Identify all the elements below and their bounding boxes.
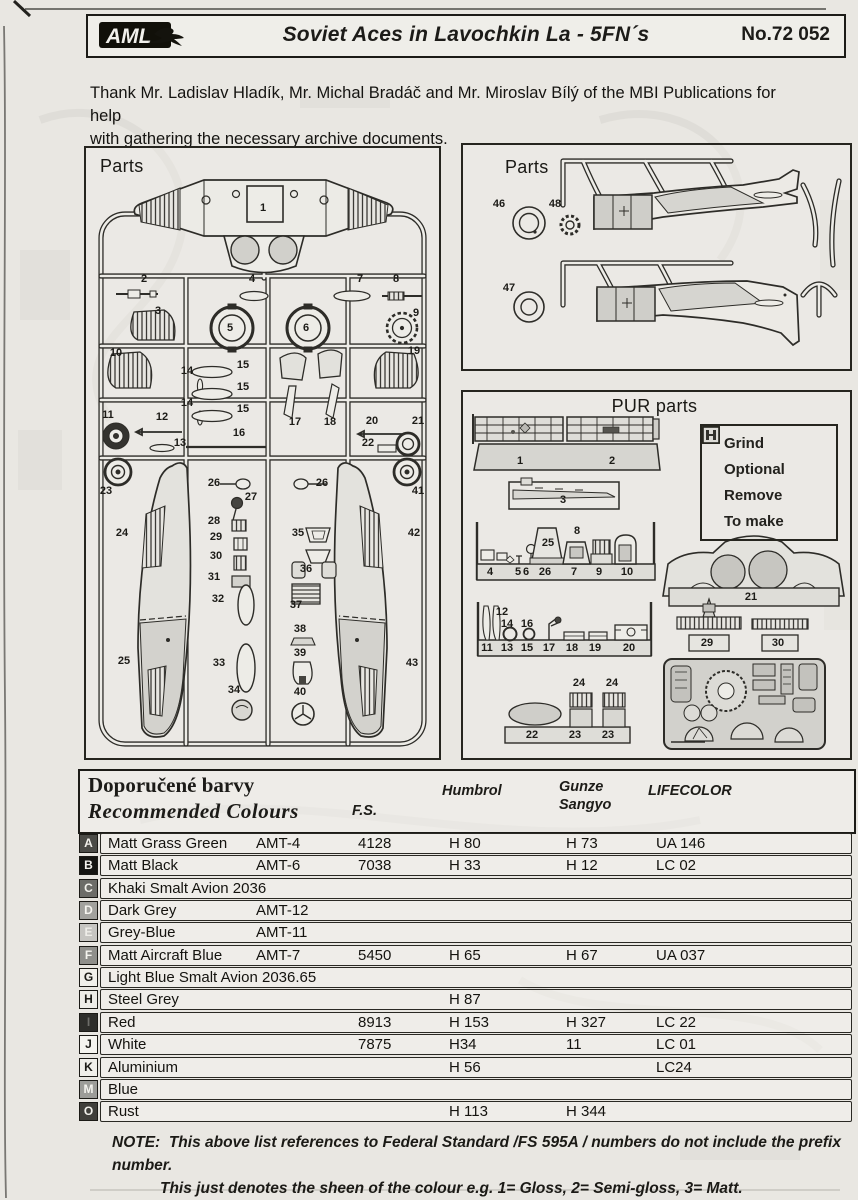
cell-humbrol: H 113 — [449, 1103, 488, 1121]
fuselage-parts-title: Parts — [505, 157, 549, 177]
color-swatch-G: G — [79, 968, 98, 987]
part-label-12: 12 — [155, 411, 169, 423]
color-swatch-E: E — [79, 923, 98, 942]
sprue-a-labels — [84, 146, 437, 756]
color-row-G — [78, 967, 852, 988]
color-row-C — [78, 878, 852, 899]
cell-name: Red — [108, 1013, 136, 1031]
part-label-11: 11 — [102, 409, 114, 421]
cell-amt: AMT-7 — [256, 946, 301, 964]
legend-label: Remove — [724, 487, 783, 505]
cell-amt: AMT-4 — [256, 835, 301, 852]
part-label-25: 25 — [541, 537, 555, 549]
column-header-humbrol: Humbrol — [442, 783, 502, 799]
part-label-20: 20 — [365, 415, 379, 427]
cell-humbrol: H 65 — [449, 946, 481, 964]
part-label-8: 8 — [392, 273, 400, 285]
color-row-box — [100, 878, 852, 899]
part-label-3: 3 — [154, 305, 162, 317]
part-label-13: 13 — [173, 437, 187, 449]
part-label-15: 15 — [520, 642, 534, 654]
cell-lifecolor: LC 01 — [656, 1036, 697, 1054]
cell-amt: AMT-6 — [256, 857, 301, 875]
part-label-21: 21 — [411, 415, 425, 427]
pur-labels — [461, 390, 848, 756]
cell-amt: AMT-11 — [256, 924, 308, 942]
part-label-39: 39 — [293, 647, 307, 659]
color-row-E — [78, 922, 852, 943]
part-label-15: 15 — [236, 403, 250, 415]
color-row-box — [100, 922, 852, 943]
column-header-gunze: Gunze — [559, 779, 604, 795]
color-swatch-C: C — [79, 879, 98, 898]
cell-gunze: H 344 — [566, 1103, 607, 1121]
part-label-16: 16 — [232, 427, 246, 439]
part-label-17: 17 — [542, 642, 556, 654]
part-label-6: 6 — [522, 566, 530, 578]
part-label-23: 23 — [99, 485, 113, 497]
note-label: NOTE: — [112, 1134, 161, 1151]
acknowledgement-line1: Thank Mr. Ladislav Hladík, Mr. Michal Bradáč and Mr. Miroslav Bílý of the MBI Publications for help — [90, 84, 776, 125]
aml-logo-text: AML — [106, 25, 152, 48]
column-header-fs: F.S. — [352, 803, 377, 819]
color-table-header — [78, 769, 856, 834]
page-title: Soviet Aces in Lavochkin La - 5FN´s — [282, 23, 650, 46]
column-header-lifecolor: LIFECOLOR — [648, 783, 732, 799]
color-row-M — [78, 1079, 852, 1100]
cell-amt: AMT-12 — [256, 902, 309, 920]
cell-name: Dark Grey — [108, 902, 177, 920]
part-label-23: 23 — [601, 729, 615, 741]
cell-name: Matt Grass Green — [108, 835, 228, 852]
cell-fs: 7875 — [358, 1036, 392, 1054]
part-label-10: 10 — [109, 347, 123, 359]
cell-humbrol: H 87 — [449, 991, 481, 1009]
note-text — [112, 1131, 858, 1200]
cell-gunze: H 12 — [566, 857, 598, 875]
part-label-11: 11 — [481, 642, 493, 654]
table-title-english: Recommended Colours — [88, 799, 299, 823]
color-row-box — [100, 900, 852, 921]
color-swatch-H: H — [79, 990, 98, 1009]
part-label-7: 7 — [356, 273, 364, 285]
part-label-41: 41 — [411, 485, 425, 497]
color-row-F — [78, 945, 852, 966]
part-label-7: 7 — [570, 566, 578, 578]
part-label-36: 36 — [299, 563, 313, 575]
part-label-5: 5 — [226, 322, 234, 334]
part-label-30: 30 — [209, 550, 223, 562]
part-label-20: 20 — [622, 642, 636, 654]
column-header-gunze2: Sangyo — [559, 797, 612, 813]
part-label-29: 29 — [209, 531, 223, 543]
acknowledgement-line2: with gathering the necessary archive documents. — [90, 130, 448, 148]
part-label-12: 12 — [495, 606, 509, 618]
color-swatch-F: F — [79, 946, 98, 965]
color-row-O — [78, 1101, 852, 1122]
part-label-24: 24 — [115, 527, 129, 539]
part-label-24: 24 — [572, 677, 586, 689]
cell-lifecolor: UA 037 — [656, 946, 706, 964]
color-row-K — [78, 1057, 852, 1078]
cell-humbrol: H 33 — [449, 857, 481, 875]
cell-fs: 5450 — [358, 946, 392, 964]
color-row-D — [78, 900, 852, 921]
part-label-4: 4 — [248, 273, 256, 285]
color-swatch-I: I — [79, 1013, 98, 1032]
part-label-32: 32 — [211, 593, 225, 605]
part-label-24: 24 — [605, 677, 619, 689]
part-label-28: 28 — [207, 515, 221, 527]
cell-name: White — [108, 1036, 147, 1054]
color-row-box — [100, 989, 852, 1010]
part-label-34: 34 — [227, 684, 241, 696]
part-label-2: 2 — [140, 273, 148, 285]
cell-name: Matt Aircraft Blue — [108, 946, 223, 964]
color-row-box — [100, 945, 852, 966]
legend-label: Grind — [724, 434, 764, 452]
part-label-10: 10 — [620, 566, 634, 578]
legend-label: Optional — [724, 460, 785, 478]
color-swatch-D: D — [79, 901, 98, 920]
cell-humbrol: H34 — [449, 1036, 477, 1054]
part-label-48: 48 — [548, 198, 562, 210]
cell-gunze: 11 — [566, 1036, 582, 1054]
part-label-9: 9 — [595, 566, 603, 578]
cell-humbrol: H 153 — [449, 1013, 490, 1031]
cell-name: Blue — [108, 1080, 139, 1098]
color-row-box — [100, 833, 852, 854]
cell-humbrol: H 56 — [449, 1058, 481, 1076]
part-label-31: 31 — [207, 571, 221, 583]
color-row-J — [78, 1034, 852, 1055]
part-label-13: 13 — [500, 642, 514, 654]
part-label-38: 38 — [293, 623, 307, 635]
color-swatch-O: O — [79, 1102, 98, 1121]
part-label-35: 35 — [291, 527, 305, 539]
part-label-19: 19 — [407, 345, 421, 357]
part-label-21: 21 — [744, 591, 758, 603]
cell-lifecolor: LC 02 — [656, 857, 697, 875]
pur-parts-title: PUR parts — [611, 396, 698, 416]
part-label-15: 15 — [236, 359, 250, 371]
color-row-box — [100, 1101, 852, 1122]
part-label-5: 5 — [514, 566, 522, 578]
note-line1: This above list references to Federal Standard /FS 595A / numbers do not include the prefix number. — [112, 1134, 841, 1174]
part-label-26: 26 — [315, 477, 329, 489]
part-label-43: 43 — [405, 657, 419, 669]
color-row-box — [100, 855, 852, 876]
cell-fs: 8913 — [358, 1013, 392, 1031]
part-label-18: 18 — [323, 416, 337, 428]
cell-gunze: H 67 — [566, 946, 598, 964]
cell-lifecolor: LC 22 — [656, 1013, 697, 1031]
part-label-14: 14 — [500, 618, 514, 630]
note-line2: This just denotes the sheen of the colour e.g. 1= Gloss, 2= Semi-gloss, 3= Matt. — [160, 1180, 743, 1197]
part-label-3: 3 — [559, 494, 567, 506]
part-label-17: 17 — [288, 416, 302, 428]
color-swatch-M: M — [79, 1080, 98, 1099]
cell-name: Light Blue Smalt Avion 2036.65 — [108, 969, 317, 987]
color-row-box — [100, 1012, 852, 1033]
part-label-26: 26 — [538, 566, 552, 578]
part-label-37: 37 — [289, 599, 303, 611]
part-label-1: 1 — [516, 455, 524, 467]
cell-name: Rust — [108, 1103, 139, 1121]
part-label-22: 22 — [525, 729, 539, 741]
plastic-parts-title: Parts — [100, 156, 144, 176]
part-label-2: 2 — [608, 455, 616, 467]
cell-fs: 7038 — [358, 857, 392, 875]
part-label-42: 42 — [407, 527, 421, 539]
part-label-16: 16 — [520, 618, 534, 630]
cell-humbrol: H 80 — [449, 835, 481, 852]
part-label-40: 40 — [293, 686, 307, 698]
cell-name: Aluminium — [108, 1058, 179, 1076]
part-label-14: 14 — [180, 365, 194, 377]
legend-label: To make — [724, 513, 784, 531]
color-row-box — [100, 967, 852, 988]
cell-gunze: H 327 — [566, 1013, 607, 1031]
part-label-33: 33 — [212, 657, 226, 669]
color-row-H — [78, 989, 852, 1010]
color-swatch-A: A — [79, 834, 98, 853]
color-swatch-K: K — [79, 1058, 98, 1077]
part-label-30: 30 — [771, 637, 785, 649]
color-row-A — [78, 833, 852, 854]
color-row-I — [78, 1012, 852, 1033]
color-swatch-J: J — [79, 1035, 98, 1054]
part-label-46: 46 — [492, 198, 506, 210]
color-row-box — [100, 1079, 852, 1100]
color-row-box — [100, 1034, 852, 1055]
color-swatch-B: B — [79, 856, 98, 875]
cell-name: Grey-Blue — [108, 924, 176, 942]
part-label-25: 25 — [117, 655, 131, 667]
kit-number: No.72 052 — [741, 24, 830, 45]
acknowledgement-text — [90, 82, 810, 151]
part-label-8: 8 — [573, 525, 581, 537]
part-label-47: 47 — [502, 282, 516, 294]
part-label-29: 29 — [700, 637, 714, 649]
part-label-9: 9 — [412, 307, 420, 319]
part-label-23: 23 — [568, 729, 582, 741]
cell-name: Matt Black — [108, 857, 179, 875]
part-label-19: 19 — [588, 642, 602, 654]
part-label-22: 22 — [361, 437, 375, 449]
cell-name: Steel Grey — [108, 991, 179, 1009]
part-label-27: 27 — [244, 491, 258, 503]
cell-fs: 4128 — [358, 835, 392, 852]
color-row-box — [100, 1057, 852, 1078]
part-label-1: 1 — [259, 202, 267, 214]
header-bar — [86, 14, 846, 58]
cell-name: Khaki Smalt Avion 2036 — [108, 879, 267, 897]
part-label-26: 26 — [207, 477, 221, 489]
part-label-6: 6 — [302, 322, 310, 334]
sprue-b-labels — [461, 143, 848, 367]
part-label-15: 15 — [236, 381, 250, 393]
color-row-B — [78, 855, 852, 876]
cell-gunze: H 73 — [566, 835, 598, 852]
cell-lifecolor: LC24 — [656, 1058, 692, 1076]
part-label-4: 4 — [486, 566, 494, 578]
part-label-18: 18 — [565, 642, 579, 654]
part-label-14: 14 — [180, 397, 194, 409]
table-title-czech: Doporučené barvy — [88, 773, 255, 797]
cell-lifecolor: UA 146 — [656, 835, 706, 852]
